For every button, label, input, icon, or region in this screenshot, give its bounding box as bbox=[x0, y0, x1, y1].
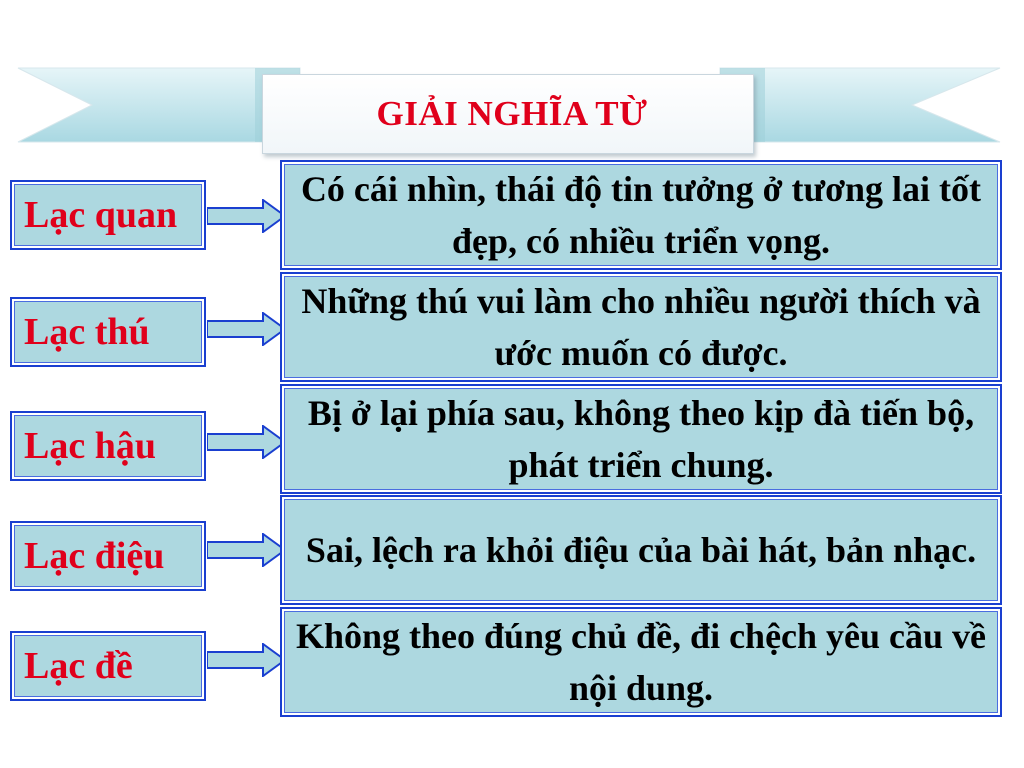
definition-text: Có cái nhìn, thái độ tin tưởng ở tương lai tốt đẹp, có nhiều triển vọng. bbox=[300, 168, 982, 261]
term-label: Lạc điệu bbox=[24, 535, 165, 577]
definition-box-lac-hau bbox=[280, 384, 1002, 494]
definition-box-lac-de bbox=[280, 607, 1002, 717]
term-label: Lạc thú bbox=[24, 311, 150, 353]
term-box-lac-quan bbox=[10, 180, 206, 250]
term-label: Lạc đề bbox=[24, 645, 133, 687]
definition-text: Những thú vui làm cho nhiều người thích và ước muốn có được. bbox=[301, 280, 981, 373]
term-box-lac-de bbox=[10, 631, 206, 701]
term-box-lac-thu bbox=[10, 297, 206, 367]
term-label: Lạc quan bbox=[24, 194, 178, 236]
arrow-right-icon bbox=[207, 533, 287, 567]
definition-text: Bị ở lại phía sau, không theo kịp đà tiến bộ, phát triển chung. bbox=[307, 392, 975, 485]
definition-text: Không theo đúng chủ đề, đi chệch yêu cầu về nội dung. bbox=[295, 615, 987, 708]
page-title: GIẢI NGHĨA TỪ bbox=[376, 94, 648, 133]
arrow-right-icon bbox=[207, 199, 287, 233]
definition-box-lac-thu bbox=[280, 272, 1002, 382]
title-plate bbox=[262, 74, 754, 154]
term-label: Lạc hậu bbox=[24, 425, 156, 467]
definition-box-lac-quan bbox=[280, 160, 1002, 270]
arrow-right-icon bbox=[207, 312, 287, 346]
definition-box-lac-dieu bbox=[280, 495, 1002, 605]
arrow-right-icon bbox=[207, 643, 287, 677]
term-box-lac-dieu bbox=[10, 521, 206, 591]
term-box-lac-hau bbox=[10, 411, 206, 481]
arrow-right-icon bbox=[207, 425, 287, 459]
definition-text: Sai, lệch ra khỏi điệu của bài hát, bản nhạc. bbox=[305, 529, 977, 570]
